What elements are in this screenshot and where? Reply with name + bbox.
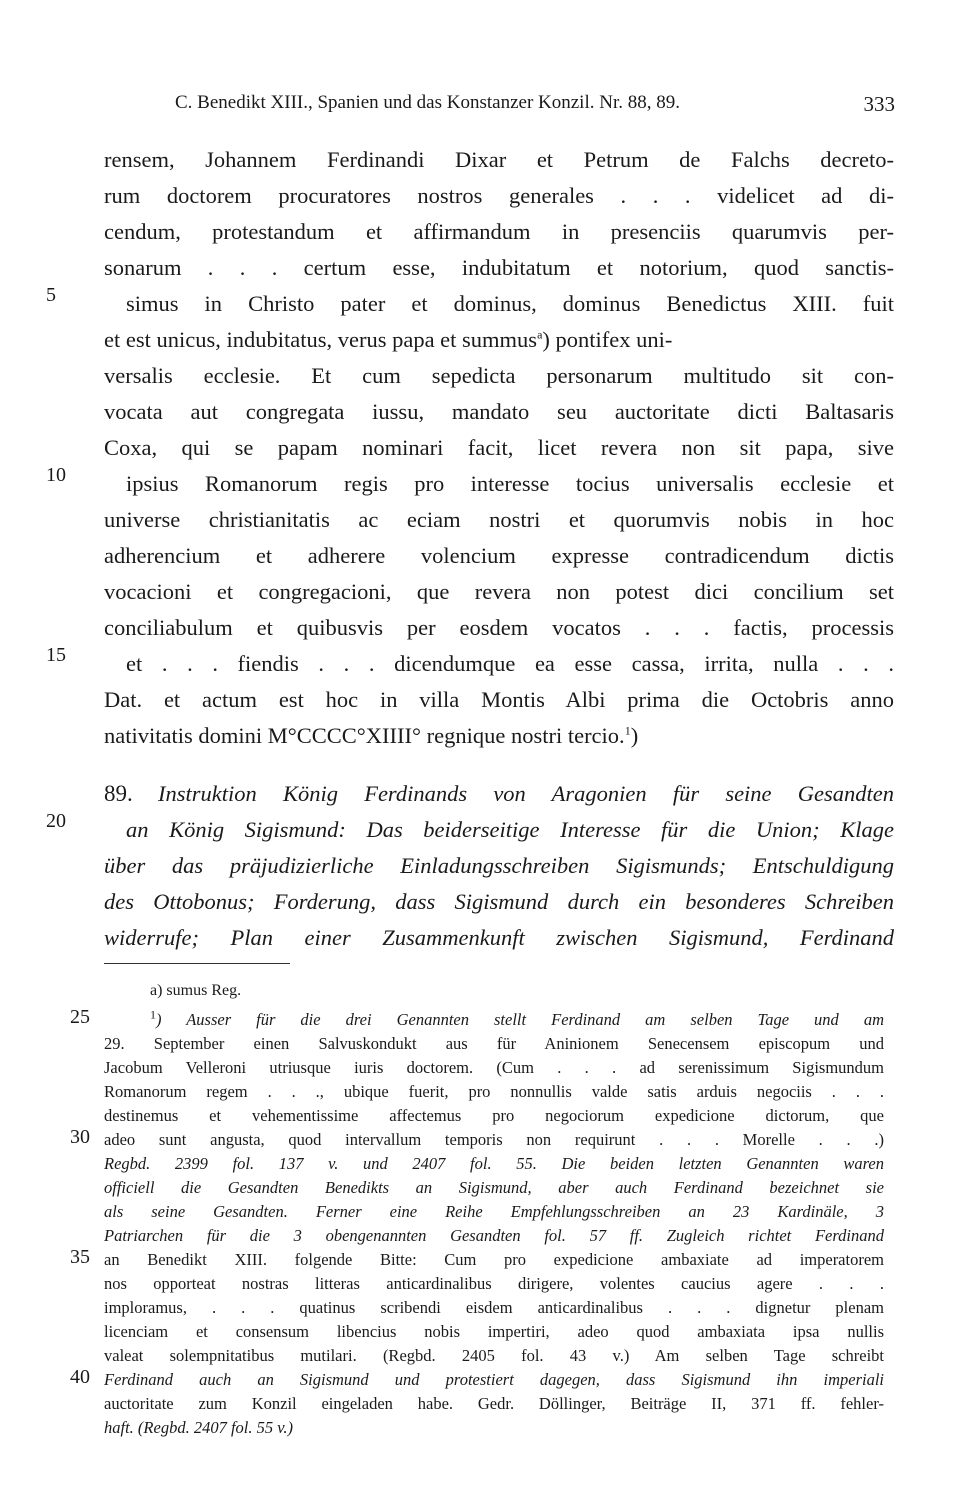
line-number: 25 [70,1006,90,1028]
text-line: vocata aut congregata iussu, mandato seu auctoritate dicti Baltasaris [104,399,894,424]
text-line: vocacioni et congregacioni, que revera non potest dici concilium set [104,579,894,604]
text-line: conciliabulum et quibusvis per eosdem vocatos . . . factis, processis [104,615,894,640]
text-line: rensem, Johannem Ferdinandi Dixar et Petrum de Falchs decreto- [104,147,894,172]
doc-title-line: widerrufe; Plan einer Zusammenkunft zwischen Sigismund, Ferdinand [104,925,894,950]
running-header [175,92,895,122]
line-number: 10 [46,464,66,486]
text-line: cendum, protestandum et affirmandum in presenciis quarumvis per- [104,219,894,244]
line-number: 40 [70,1366,90,1388]
footnote-line: officiell die Gesandten Benedikts an Sigismund, aber auch Ferdinand bezeichnet sie [104,1178,884,1197]
footnote-line: Ferdinand auch an Sigismund und protestiert dagegen, dass Sigismund ihn imperiali [104,1370,884,1389]
text-line: Dat. et actum est hoc in villa Montis Albi prima die Octobris anno [104,687,894,712]
footnote-line: 29. September einen Salvuskondukt aus für Aninionem Senecensem episcopum und [104,1034,884,1053]
page-number: 333 [863,92,895,116]
footnote-line: auctoritate zum Konzil eingeladen habe. Gedr. Döllinger, Beiträge II, 371 ff. fehler- [104,1394,884,1413]
text-line [104,322,894,358]
line-number: 30 [70,1126,90,1148]
footnote-mark: 1 [150,1007,156,1022]
doc-title-line: des Ottobonus; Forderung, dass Sigismund durch ein besonderes Schreiben [104,889,894,914]
footnote-line: destinemus et vehementissime affectemus pro negociorum expedicione dictorum, que [104,1106,884,1125]
footnote-rule [104,963,290,964]
text-line: simus in Christo pater et dominus, dominus Benedictus XIII. fuit [126,291,894,316]
footnote-line: adeo sunt angusta, quod intervallum temporis non requirunt . . . Morelle . . .) [104,1130,884,1149]
footnote-line: valeat solempnitatibus mutilari. (Regbd. 2405 fol. 43 v.) Am selben Tage schreibt [104,1346,884,1365]
text-line: adherencium et adherere volencium expresse contradicendum dictis [104,543,894,568]
text-line-part: et est unicus, indubitatus, verus papa et summus$^a$) pontifex uni- [104,327,673,352]
text-line: versalis ecclesie. Et cum sepedicta personarum multitudo sit con- [104,363,894,388]
text-line: sonarum . . . certum esse, indubitatum et notorium, quod sanctis- [104,255,894,280]
running-title: C. Benedikt XIII., Spanien und das Konstanzer Konzil. Nr. 88, 89. [175,92,680,113]
footnote-line: Romanorum regem . . ., ubique fuerit, pro nonnullis valde satis arduis negociis . . . [104,1082,884,1101]
doc-title-line: über das präjudizierliche Einladungsschreiben Sigismunds; Entschuldigung [104,853,894,878]
text-line: ipsius Romanorum regis pro interesse tocius universalis ecclesie et [126,471,894,496]
text-line: Coxa, qui se papam nominari facit, licet revera non sit papa, sive [104,435,894,460]
doc-heading-line [104,776,894,812]
note-mark-1: 1 [624,723,631,738]
line-number: 35 [70,1246,90,1268]
footnote-a: a) sumus Reg. [150,982,242,999]
line-number: 20 [46,810,66,832]
text-line: nativitatis domini M°CCCC°XIIII° regnique nostri tercio.$^1$) [104,723,639,748]
doc-title-line: an König Sigismund: Das beiderseitige Interesse für die Union; Klage [126,817,894,842]
footnote-line: an Benedikt XIII. folgende Bitte: Cum pro expedicione ambaxiate ad imperatorem [104,1250,884,1269]
line-number: 15 [46,644,66,666]
line-number: 5 [46,284,56,306]
footnote-line: Jacobum Velleroni utriusque iuris doctorem. (Cum . . . ad serenissimum Sigismundum [104,1058,884,1077]
footnote-line: haft. (Regbd. 2407 fol. 55 v.) [104,1418,293,1437]
footnote-line: Patriarchen für die 3 obengenannten Gesandten fol. 57 ff. Zugleich richtet Ferdinand [104,1226,884,1245]
footnote-line: nos opporteat nostras litteras anticardinalibus dirigere, volentes caucius agere . . . [104,1274,884,1293]
footnote-line: licenciam et consensum libencius nobis impertiri, adeo quod ambaxiata ipsa nullis [104,1322,884,1341]
text-line: universe christianitatis ac eciam nostri et quorumvis nobis in hoc [104,507,894,532]
doc-number: 89. [104,781,133,806]
text-line: rum doctorem procuratores nostros generales . . . videlicet ad di- [104,183,894,208]
footnote-line: $^1$) Ausser für die drei Genannten stellt Ferdinand am selben Tage und am [150,1007,884,1029]
text-line: et . . . fiendis . . . dicendumque ea esse cassa, irrita, nulla . . . [126,651,894,676]
footnote-line: als seine Gesandten. Ferner eine Reihe Empfehlungsschreiben an 23 Kardinäle, 3 [104,1202,884,1221]
doc-title-line: Instruktion König Ferdinands von Aragonien für seine Gesandten [158,781,894,806]
note-mark-a: a [537,327,543,342]
footnote-line: imploramus, . . . quatinus scribendi eisdem anticardinalibus . . . dignetur plenam [104,1298,884,1317]
footnote-line: Regbd. 2399 fol. 137 v. und 2407 fol. 55. Die beiden letzten Genannten waren [104,1154,884,1173]
